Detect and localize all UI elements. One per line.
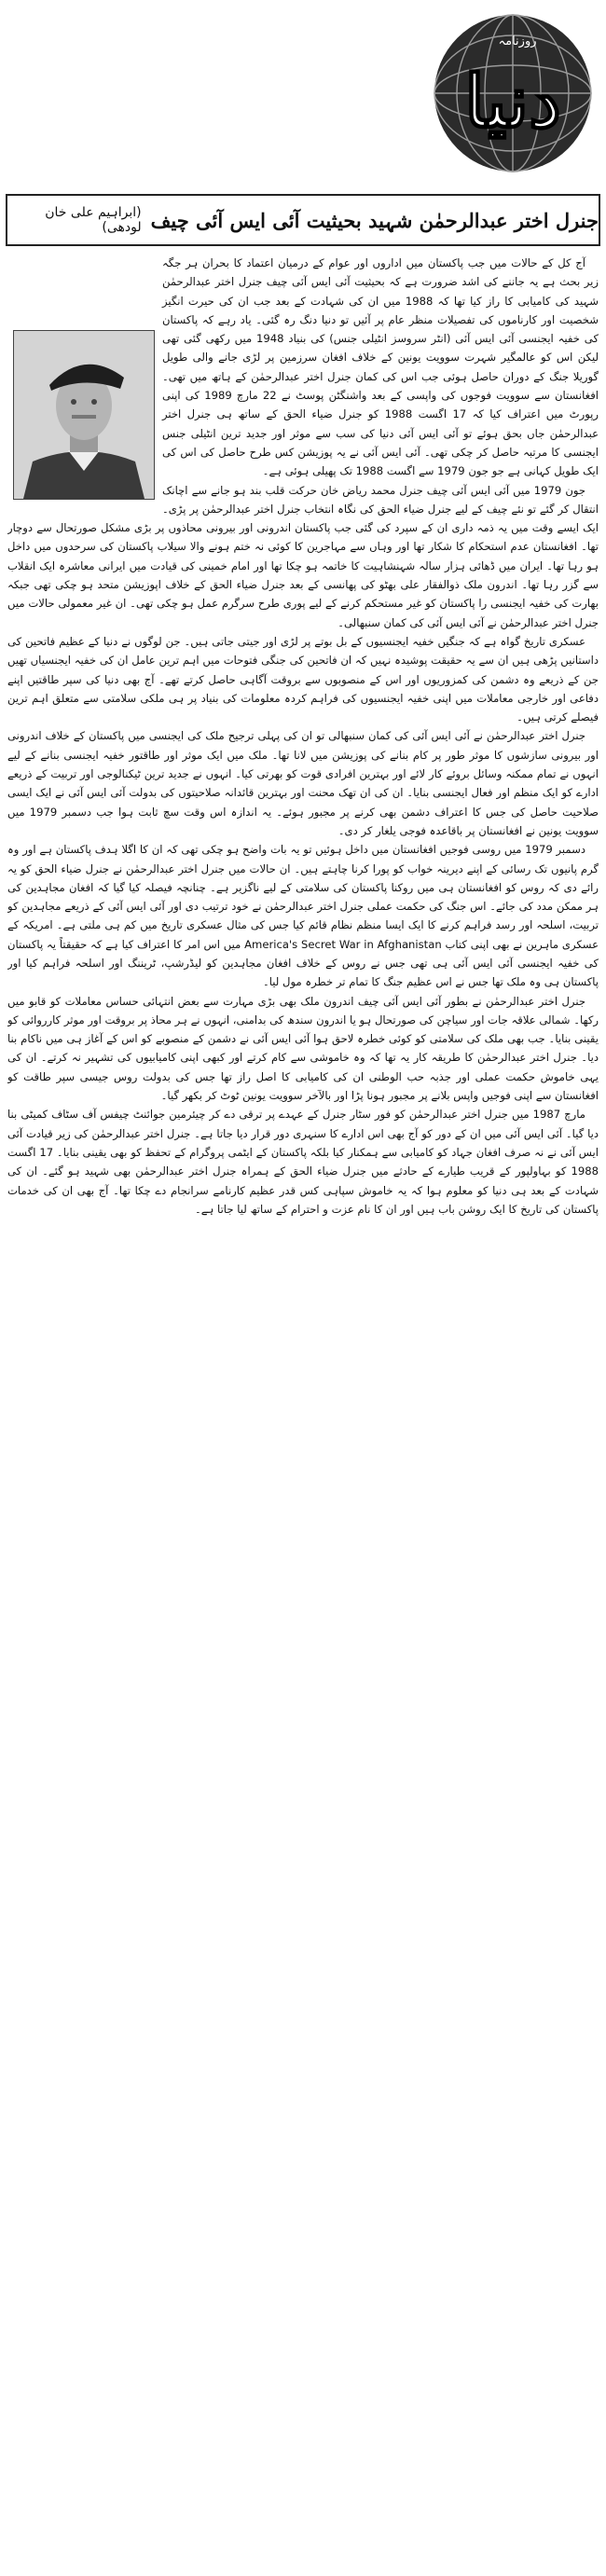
- logo-tagline: روزنامہ: [498, 34, 537, 48]
- paragraph-4: جنرل اختر عبدالرحمٰن نے آئی ایس آئی کی کمان سنبھالی تو ان کی پہلی ترجیح ملک کی ایجنسی میں پاکستان کے خلاف اندرونی اور بیرونی سازشوں کا موثر طور پر کام بنانے کی پوزیشن میں لانا تھا۔ ملک میں ایک موثر اور طاقتور خفیہ ایجنسی بنانے کے لیے انہوں نے تمام ممکنہ وسائل بروئے کار لائے اور بہترین افرادی قوت کو بھرتی کیا۔ انہوں نے جدید ترین ٹیکنالوجی اور تربیت کے ذریعے ادارے کو ایک منظم اور فعال ایجنسی بنایا۔ ان کی ان تھک محنت اور بہترین قائدانہ صلاحیتوں کی بدولت آئی ایس آئی نے ایک ایسی صلاحیت حاصل کی جس کا اعتراف دشمن بھی کرنے پر مجبور ہوئے۔ یہ اندازہ اس وقت سچ ثابت ہوا جب دسمبر 1979 میں سوویت یونین نے افغانستان پر باقاعدہ فوجی یلغار کر دی۔: [7, 729, 599, 837]
- article-body: [7, 254, 599, 2570]
- general-portrait-photo: [14, 331, 154, 499]
- paragraph-6: جنرل اختر عبدالرحمٰن نے بطور آئی ایس آئی چیف اندرون ملک بھی بڑی مہارت سے بعض انتہائی حساس معاملات کو قابو میں رکھا۔ شمالی علاقہ جات اور سیاچن کی صورتحال ہو یا اندرون سندھ کی بدامنی، انہوں نے ہر محاذ پر بروقت اور موثر کارروائی کو یقینی بنایا۔ جب بھی ملک کی سلامتی کو کوئی خطرہ لاحق ہوا آئی ایس آئی نے دشمن کے منصوبے کو اس کے آغاز ہی میں ناکام بنا دیا۔ جنرل اختر عبدالرحمٰن کا طریقہ کار یہ تھا کہ وہ خاموشی سے کام کرتے اور کبھی اپنی کامیابیوں کی تشہیر نہ کرتے۔ ان کی یہی خاموش حکمت عملی اور جذبہ حب الوطنی ان کی کامیابی کا اصل راز تھا جس کی بدولت روس جیسی سپر طاقت کو افغانستان سے اپنی فوجیں واپس بلانے پر مجبور ہونا پڑا اور بالآخر سوویت یونین ٹوٹ کر بکھر گیا۔: [7, 994, 599, 1103]
- author-portrait: [13, 330, 155, 500]
- headline-box: [6, 194, 600, 246]
- globe-logo-icon: [424, 7, 601, 189]
- paragraph-7: مارچ 1987 میں جنرل اختر عبدالرحمٰن کو فور سٹار جنرل کے عہدے پر ترقی دے کر چیئرمین جوائنٹ چیفس آف سٹاف کمیٹی بنا دیا گیا۔ آئی ایس آئی میں ان کے دور کو آج بھی اس ادارے کا سنہری دور قرار دیا جاتا ہے۔ جنرل اختر عبدالرحمٰن کی زیر قیادت آئی ایس آئی نے نہ صرف افغان جہاد کو کامیابی سے ہمکنار کیا بلکہ پاکستان کے ایٹمی پروگرام کے تحفظ کو بھی یقینی بنایا۔ 17 اگست 1988 کو بہاولپور کے قریب طیارے کے حادثے میں جنرل ضیاء الحق کے ہمراہ جنرل اختر عبدالرحمٰن بھی شہید ہو گئے۔ ان کی شہادت کے بعد ہی دنیا کو معلوم ہوا کہ یہ خاموش سپاہی کس قدر عظیم کارنامے سرانجام دے چکا تھا۔ آج بھی ان کی خدمات پاکستان کی تاریخ کا ایک روشن باب ہیں اور ان کا نام عزت و احترام کے ساتھ لیا جاتا ہے۔: [7, 1108, 599, 1216]
- paragraph-1: آج کل کے حالات میں جب پاکستان میں اداروں اور عوام کے درمیان اعتماد کا بحران ہر جگہ زیر بحث ہے یہ جاننے کی اشد ضرورت ہے کہ بحیثیت آئی ایس آئی چیف جنرل اختر عبدالرحمٰن شہید کی کامیابی کا راز کیا تھا کہ 1988 میں ان کی شہادت کے بعد جب ان کی حیرت انگیز شخصیت اور کارناموں کی تفصیلات منظر عام پر آئیں تو دنیا دنگ رہ گئی۔ یاد رہے کہ پاکستان کی خفیہ ایجنسی آئی ایس آئی (انٹر سروسز انٹیلی جنس) کی بنیاد 1948 میں رکھی گئی تھی لیکن اس کو عالمگیر شہرت سوویت یونین کے خلاف افغان سرزمین پر لڑی جانے والی طویل گوریلا جنگ کے دوران حاصل ہوئی جب اس کی کمان جنرل اختر عبدالرحمٰن کے ہاتھ میں تھی۔ افغانستان سے سوویت فوجوں کی واپسی کے بعد واشنگٹن پوسٹ نے 22 مارچ 1989 کی اپنی رپورٹ میں اعتراف کیا کہ 17 اگست 1988 کو جنرل ضیاء الحق کے ساتھ ہی جنرل اختر عبدالرحمٰن جاں بحق ہوئے تو آئی ایس آئی دنیا کی سب سے موثر اور جدید ترین انٹیلی جنس ایجنسی کا مرتبہ حاصل کر چکی تھی۔ آئی ایس آئی نے یہ پوزیشن کس طرح حاصل کی اس کی ایک طویل کہانی ہے جو جون 1979 سے اگست 1988 تک پھیلی ہوئی ہے۔: [162, 256, 599, 478]
- newspaper-logo: [424, 7, 601, 189]
- article-headline: جنرل اختر عبدالرحمٰن شہید بحیثیت آئی ایس آئی چیف: [150, 208, 599, 232]
- paragraph-5: دسمبر 1979 میں روسی فوجیں افغانستان میں داخل ہوئیں تو یہ بات واضح ہو چکی تھی کہ ان کا اگلا ہدف پاکستان ہے اور وہ گرم پانیوں تک رسائی کے اپنے دیرینہ خواب کو پورا کرنا چاہتے ہیں۔ ان حالات میں جنرل اختر عبدالرحمٰن نے جنرل ضیاء الحق کو یہ رائے دی کہ روس کو افغانستان ہی میں روکنا پاکستان کی سلامتی کے لیے ناگزیر ہے۔ چنانچہ فیصلہ کیا گیا کہ افغان مجاہدین کی ہر ممکن مدد کی جائے۔ اس جنگ کی حکمت عملی جنرل اختر عبدالرحمٰن نے خود ترتیب دی اور آئی ایس آئی کے ذریعے مجاہدین کو تربیت، اسلحہ اور رسد فراہم کرنے کا ایک ایسا منظم نظام قائم کیا جس کی مثال عسکری تاریخ میں کم ہی ملتی ہے۔ امریکہ کے عسکری ماہرین نے بھی اپنی کتاب America's Secret War in Afghanistan میں اس امر کا اعتراف کیا ہے کہ حقیقتاً یہ پاکستان کی خفیہ ایجنسی آئی ایس آئی ہی تھی جس نے روس کے خلاف افغان مجاہدین کو لیڈرشپ، ٹریننگ اور اسلحہ فراہم کیا اور پاکستان ہی وہ ملک تھا جس نے اس عظیم جنگ کا تمام تر خطرہ مول لیا۔: [7, 843, 599, 989]
- paragraph-3: عسکری تاریخ گواہ ہے کہ جنگیں خفیہ ایجنسیوں کے بل بوتے پر لڑی اور جیتی جاتی ہیں۔ جن لوگوں نے دنیا کے عظیم فاتحین کی داستانیں پڑھی ہیں ان سے یہ حقیقت پوشیدہ نہیں کہ ان فاتحین کی جنگی فتوحات میں اہم ترین عامل ان کی خفیہ ایجنسیاں تھیں جن کے ذریعے وہ دشمن کی کمزوریوں اور اس کے منصوبوں سے بروقت آگاہی حاصل کرتے تھے۔ آج بھی دنیا کی سپر طاقتیں اپنے دفاعی اور خارجی معاملات میں اپنی خفیہ ایجنسیوں کی فراہم کردہ معلومات کی بنیاد پر ہی ملکی سلامتی سے متعلق اہم ترین فیصلے کرتی ہیں۔: [7, 634, 599, 724]
- article-byline: (ابراہیم علی خان لودھی): [45, 205, 142, 235]
- paragraph-2: جون 1979 میں آئی ایس آئی چیف جنرل محمد ریاض خان حرکت قلب بند ہو جانے سے اچانک انتقال کر گئے تو نئے چیف کے لیے جنرل ضیاء الحق کی نگاہ انتخاب جنرل اختر عبدالرحمٰن پر پڑی۔ ایک ایسے وقت میں یہ ذمہ داری ان کے سپرد کی گئی جب پاکستان اندرونی اور بیرونی محاذوں پر بڑی مشکل صورتحال سے دوچار تھا۔ افغانستان عدم استحکام کا شکار تھا اور وہاں سے مہاجرین کا کوئی نہ ختم ہونے والا سیلاب پاکستان کی سرحدوں میں داخل ہو رہا تھا۔ ایران میں ڈھائی ہزار سالہ شہنشاہیت کا خاتمہ ہو چکا تھا اور امام خمینی کی قیادت میں ایرانی معاشرہ ایک انقلاب سے گزر رہا تھا۔ اندرون ملک ذوالفقار علی بھٹو کی پھانسی کے بعد جنرل ضیاء الحق کے خلاف اپوزیشن متحد ہو چکی تھی جبکہ بھارت کی خفیہ ایجنسی را پاکستان کو غیر مستحکم کرنے کے لیے پوری طرح سرگرم عمل ہو چکی تھی۔ ان غیر معمولی حالات میں جنرل اختر عبدالرحمٰن نے آئی ایس آئی کی کمان سنبھالی۔: [7, 483, 599, 629]
- logo-text: دنیا: [464, 60, 561, 145]
